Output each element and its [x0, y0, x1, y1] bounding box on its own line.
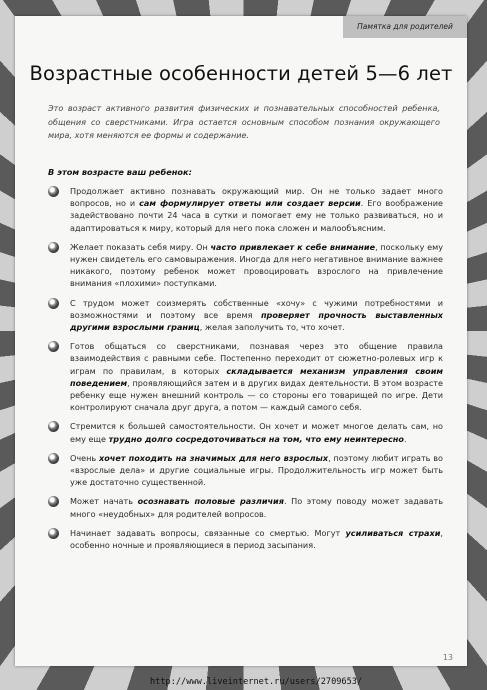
body-text: . Его воображение задействовано почти 24 часа в сутки и помогает ему не только развиваться, но и адаптироваться к миру, который для него пока сложен и малообъясним.: [70, 198, 443, 233]
emphasis-text: проверяет прочность выставленных другими взрослыми границ: [70, 309, 444, 333]
section-heading: В этом возрасте ваш ребенок:: [48, 167, 192, 177]
emphasis-text: усиливаться страхи: [345, 527, 441, 538]
list-item-text: [70, 241, 443, 290]
page-number: 13: [442, 653, 453, 662]
header-tab: Памятка для родителей: [343, 16, 467, 38]
body-text: Желает показать себя миру. Он: [70, 241, 211, 252]
body-text: . По этому поводу может задавать много «неудобных» для родителей вопросов.: [70, 496, 443, 519]
body-text: Начинает задавать вопросы, связанные со смертью. Могут: [70, 527, 346, 538]
emphasis-text: часто привлекает к себе внимание: [210, 241, 376, 252]
page-title: Возрастные особенности детей 5—6 лет: [29, 62, 453, 85]
list-item-text: [70, 297, 443, 334]
list-item-text: [70, 495, 443, 519]
bullet-icon: [48, 298, 59, 309]
list-item: [48, 185, 443, 234]
body-text: , поэтому любит играть во «взрослые дела» и другие социальные игры. Продолжительность игр может быть уже достаточно существенной.: [70, 452, 444, 488]
list-item-text: [70, 527, 443, 551]
list-item: [48, 340, 443, 413]
bullet-icon: [48, 186, 59, 197]
intro-paragraph: Это возраст активного развития физических и познавательных способностей ребенка, общения со сверстниками. Игра остается основным способом познания окружающего мира, хотя меняются ее формы и содержание.: [48, 103, 440, 140]
bullet-icon: [48, 528, 59, 539]
body-text: Стремится к большей самостоятельности. Он хочет и может многое делать сам, но ему еще: [70, 421, 443, 444]
list-item: [48, 527, 443, 551]
body-text: Готов общаться со сверстниками, познавая через это общение правила взаимодействия с равными себе. Постепенно переходит от сюжетно-ролевых игр к играм по правилам, в которых: [70, 341, 443, 376]
list-item-text: [70, 420, 443, 444]
body-text: .: [403, 433, 407, 444]
watermark-url: http://www.liveinternet.ru/users/2709653/: [150, 677, 363, 687]
emphasis-text: хочет походить на значимых для него взрослых: [99, 452, 329, 463]
list-item-text: [70, 185, 443, 234]
bullet-icon: [48, 341, 59, 352]
bullet-icon: [48, 242, 59, 253]
list-item: [48, 297, 443, 334]
bullet-icon: [48, 496, 59, 507]
list-item-text: [70, 452, 443, 489]
emphasis-text: складывается механизм управления своим поведением: [70, 365, 443, 388]
body-text: , поскольку ему нужен свидетель его самовыражения. Иногда для него негативное внимание важнее никакого, поэтому ребенок может провоцировать взрослого на привлечение внимания «плохими» поступками.: [70, 241, 443, 289]
list-item: [48, 241, 443, 290]
body-text: С трудом может соизмерять собственные «хочу» с чужими потребностями и возможностями и поэтому все время: [70, 297, 443, 320]
body-text: Очень: [70, 452, 100, 463]
characteristics-list: [48, 185, 443, 551]
document-page: [15, 16, 467, 666]
body-text: , желая заполучить то, что хочет.: [199, 322, 345, 333]
emphasis-text: сам формулирует ответы или создает версии: [139, 198, 361, 209]
list-item-text: [70, 340, 443, 413]
body-text: Продолжает активно познавать окружающий мир. Он не только задает много вопросов, но и: [70, 186, 443, 209]
list-item: [48, 452, 443, 489]
body-text: , особенно ночные и проявляющиеся в период засыпания.: [70, 527, 443, 551]
bullet-icon: [48, 453, 59, 464]
body-text: , проявляющийся затем и в других видах деятельности. В этом возрасте ребенку еще нужен внешний контроль — со стороны его товарищей по игре. Дети контролируют сначала друг друга, а потом — каждый самого себя.: [70, 377, 443, 413]
list-item: [48, 495, 443, 519]
body-text: Может начать: [70, 496, 138, 507]
emphasis-text: осознавать половые различия: [137, 496, 284, 507]
list-item: [48, 420, 443, 444]
emphasis-text: трудно долго сосредоточиваться на том, что ему неинтересно: [108, 433, 404, 444]
bullet-icon: [48, 421, 59, 432]
